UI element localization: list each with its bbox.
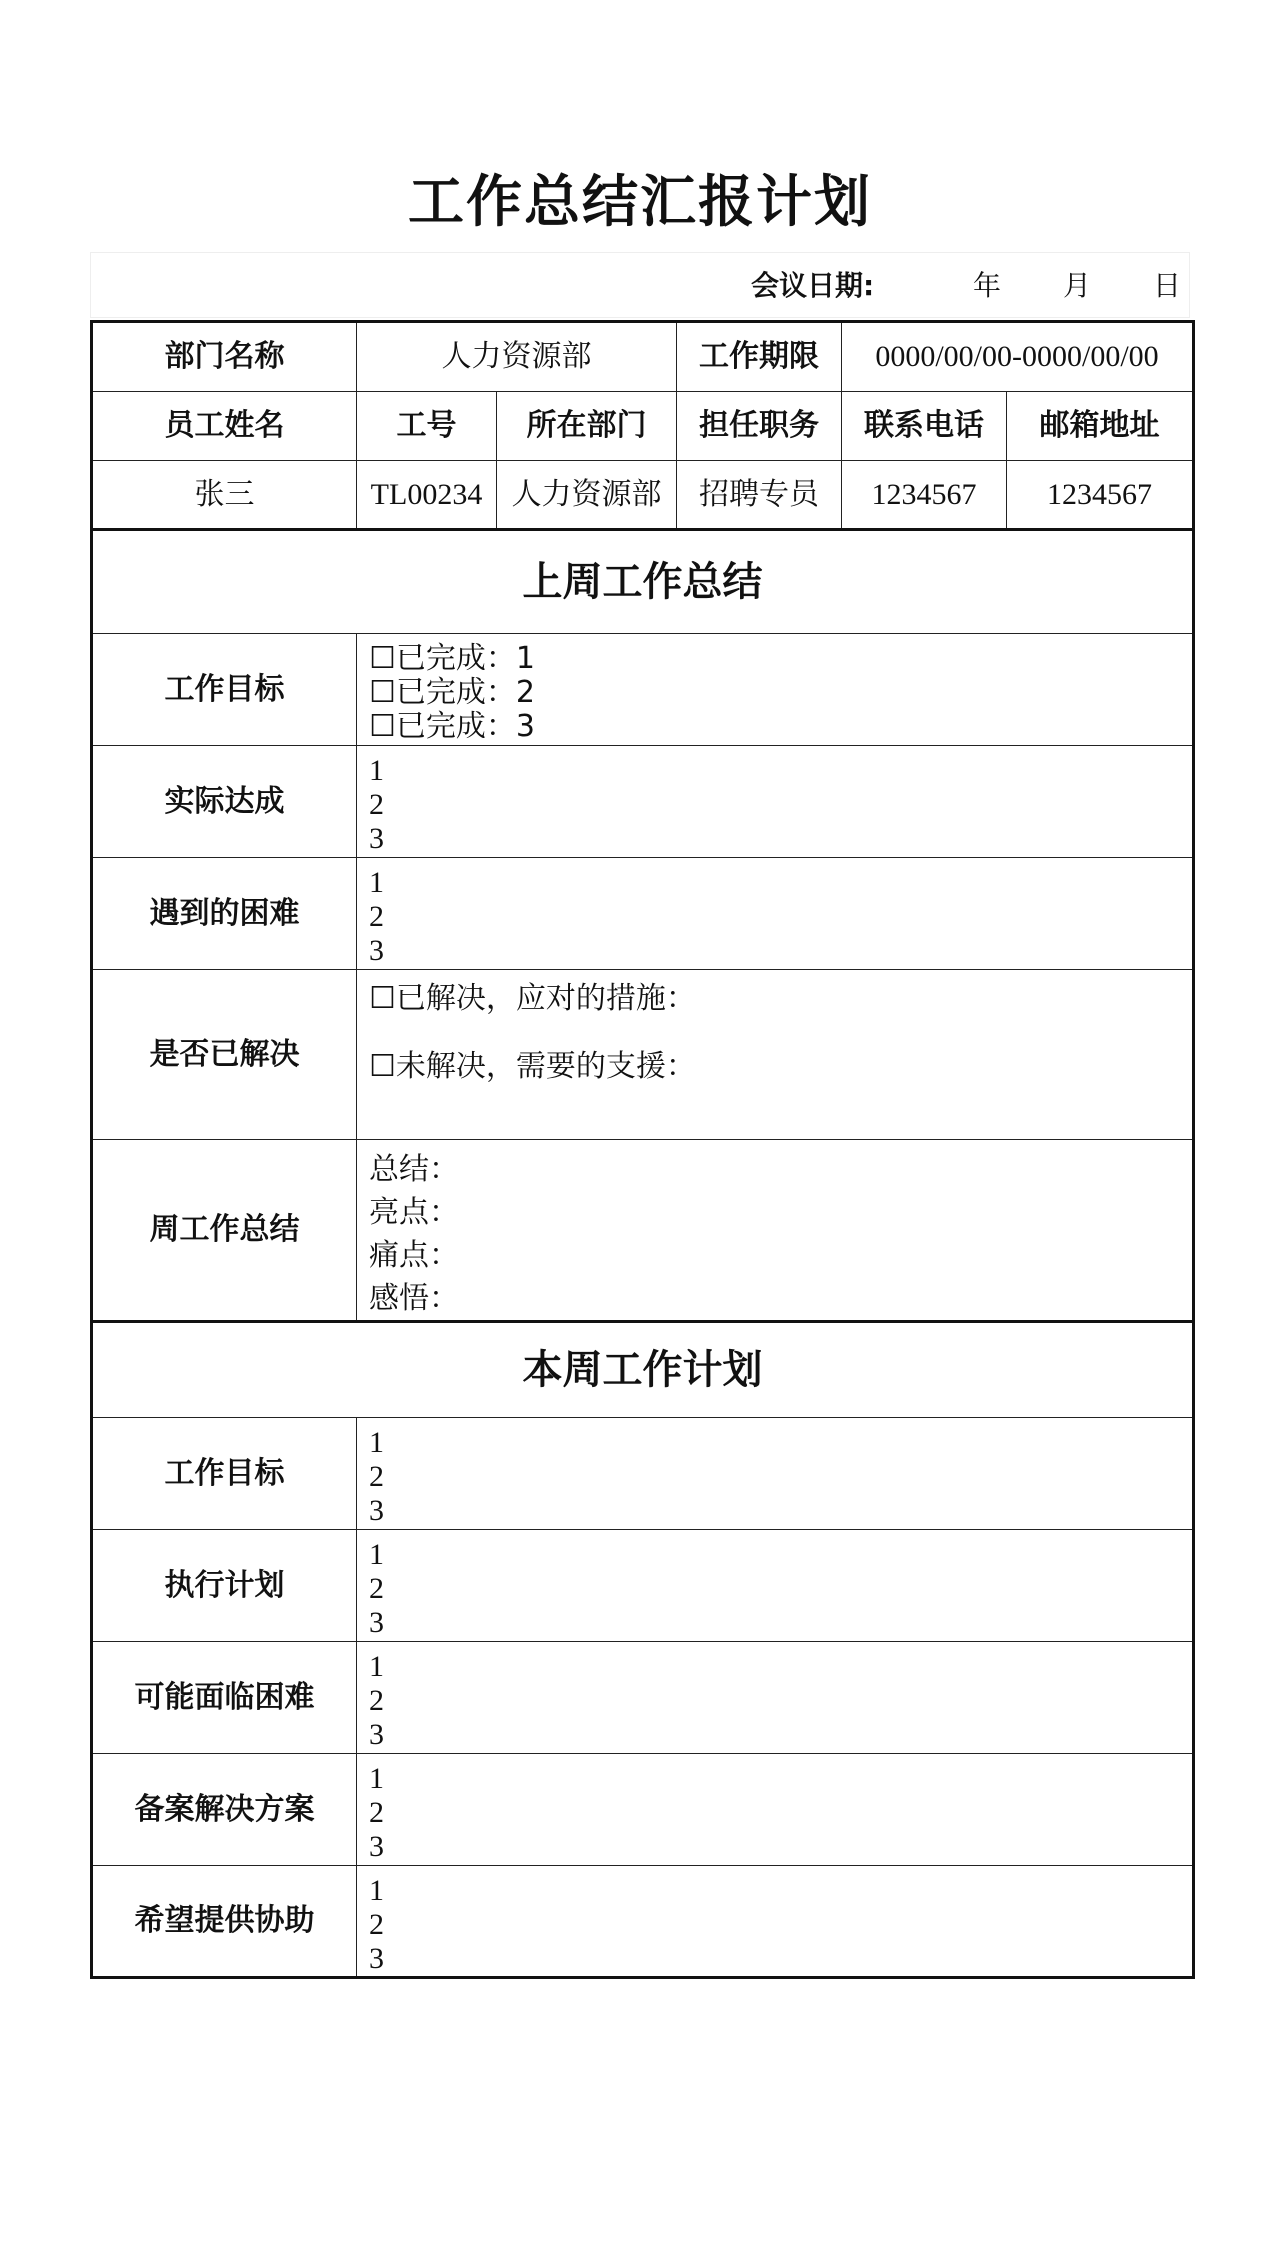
list-item: 2 xyxy=(369,1908,384,1941)
last-week-goal-label: 工作目标 xyxy=(92,634,357,746)
list-item: 3 xyxy=(369,1606,384,1639)
meeting-date-day[interactable]: 日 xyxy=(1153,269,1182,302)
list-item: 1 xyxy=(369,1426,384,1459)
this-week-goal-label: 工作目标 xyxy=(92,1418,357,1530)
meeting-date-year[interactable]: 年 xyxy=(973,269,1002,302)
resolved-yes-checkbox[interactable]: ☐已解决，应对的措施： xyxy=(369,981,696,1016)
list-item: 1 xyxy=(369,1650,384,1683)
this-week-section-row xyxy=(92,1322,1194,1418)
list-item: 3 xyxy=(369,1718,384,1751)
summary-row xyxy=(92,1140,1194,1322)
dept-row xyxy=(92,322,1194,392)
list-item: 1 xyxy=(369,754,384,787)
list-item: 1 xyxy=(369,1538,384,1571)
help-content[interactable] xyxy=(357,1866,1194,1978)
dept-label: 部门名称 xyxy=(92,322,357,392)
meeting-date-month[interactable]: 月 xyxy=(1063,269,1092,302)
employee-row xyxy=(92,461,1194,530)
backup-content[interactable] xyxy=(357,1754,1194,1866)
col-email: 邮箱地址 xyxy=(1007,392,1194,461)
this-week-heading: 本周工作计划 xyxy=(92,1322,1194,1418)
list-item: 1 xyxy=(369,1874,384,1907)
list-item: 2 xyxy=(369,900,384,933)
period-label: 工作期限 xyxy=(677,322,842,392)
list-item: 3 xyxy=(369,822,384,855)
report-form xyxy=(90,320,1195,1979)
list-item: 3 xyxy=(369,934,384,967)
last-week-goal-row xyxy=(92,634,1194,746)
col-employee-id: 工号 xyxy=(357,392,497,461)
employee-department[interactable]: 人力资源部 xyxy=(497,461,677,530)
summary-item: 痛点： xyxy=(369,1238,459,1273)
difficulty-content[interactable] xyxy=(357,858,1194,970)
backup-label: 备案解决方案 xyxy=(92,1754,357,1866)
risk-row xyxy=(92,1642,1194,1754)
exec-content[interactable] xyxy=(357,1530,1194,1642)
list-item: 2 xyxy=(369,788,384,821)
list-item: 2 xyxy=(369,1460,384,1493)
employee-position[interactable]: 招聘专员 xyxy=(677,461,842,530)
difficulty-row xyxy=(92,858,1194,970)
period-value[interactable]: 0000/00/00-0000/00/00 xyxy=(842,322,1194,392)
meeting-date-label: 会议日期: xyxy=(751,269,875,302)
this-week-goal-content[interactable] xyxy=(357,1418,1194,1530)
col-position: 担任职务 xyxy=(677,392,842,461)
list-item: 2 xyxy=(369,1796,384,1829)
col-employee-name: 员工姓名 xyxy=(92,392,357,461)
help-row xyxy=(92,1866,1194,1978)
difficulty-label: 遇到的困难 xyxy=(92,858,357,970)
list-item: 3 xyxy=(369,1494,384,1527)
employee-header-row xyxy=(92,392,1194,461)
last-week-goal-content[interactable] xyxy=(357,634,1194,746)
actual-label: 实际达成 xyxy=(92,746,357,858)
employee-email[interactable]: 1234567 xyxy=(1007,461,1194,530)
help-label: 希望提供协助 xyxy=(92,1866,357,1978)
summary-label: 周工作总结 xyxy=(92,1140,357,1322)
list-item: 1 xyxy=(369,866,384,899)
meeting-date-bar xyxy=(90,252,1190,318)
dept-value[interactable]: 人力资源部 xyxy=(357,322,677,392)
list-item: 3 xyxy=(369,1942,384,1975)
list-item: 2 xyxy=(369,1684,384,1717)
risk-content[interactable] xyxy=(357,1642,1194,1754)
summary-content[interactable] xyxy=(357,1140,1194,1322)
last-week-section-row xyxy=(92,530,1194,634)
goal-item[interactable]: ☐已完成：3 xyxy=(369,709,535,744)
summary-item: 亮点： xyxy=(369,1195,459,1230)
last-week-heading: 上周工作总结 xyxy=(92,530,1194,634)
employee-name[interactable]: 张三 xyxy=(92,461,357,530)
goal-item[interactable]: ☐已完成：1 xyxy=(369,641,535,676)
actual-content[interactable] xyxy=(357,746,1194,858)
employee-phone[interactable]: 1234567 xyxy=(842,461,1007,530)
page-title: 工作总结汇报计划 xyxy=(408,170,872,235)
resolved-row xyxy=(92,970,1194,1140)
employee-id[interactable]: TL00234 xyxy=(357,461,497,530)
resolved-content[interactable] xyxy=(357,970,1194,1140)
col-phone: 联系电话 xyxy=(842,392,1007,461)
exec-label: 执行计划 xyxy=(92,1530,357,1642)
risk-label: 可能面临困难 xyxy=(92,1642,357,1754)
list-item: 2 xyxy=(369,1572,384,1605)
summary-item: 总结： xyxy=(369,1152,459,1187)
col-department: 所在部门 xyxy=(497,392,677,461)
goal-item[interactable]: ☐已完成：2 xyxy=(369,675,535,710)
exec-row xyxy=(92,1530,1194,1642)
resolved-no-checkbox[interactable]: ☐未解决，需要的支援： xyxy=(369,1049,696,1084)
resolved-label: 是否已解决 xyxy=(92,970,357,1140)
list-item: 3 xyxy=(369,1830,384,1863)
list-item: 1 xyxy=(369,1762,384,1795)
backup-row xyxy=(92,1754,1194,1866)
actual-row xyxy=(92,746,1194,858)
summary-item: 感悟： xyxy=(369,1281,459,1316)
this-week-goal-row xyxy=(92,1418,1194,1530)
